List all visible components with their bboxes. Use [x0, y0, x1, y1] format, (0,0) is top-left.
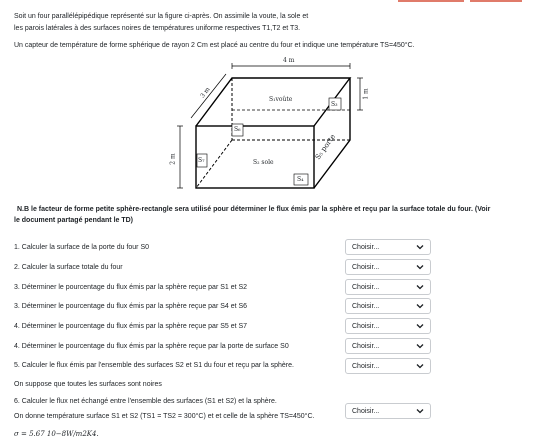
oven-diagram — [166, 54, 374, 196]
question-5: 4. Déterminer le pourcentage du flux émis par la sphère reçue par S5 et S7 — [14, 323, 248, 330]
chevron-down-icon — [415, 321, 425, 331]
chevron-down-icon — [415, 301, 425, 311]
figure-s1-label: S₁voûte — [269, 96, 293, 103]
intro-line-1: Soit un four parallélépipédique représenté sur la figure ci-après. On assimile la voute, la sole et — [14, 13, 309, 20]
chevron-down-icon — [415, 341, 425, 351]
chevron-down-icon — [415, 242, 425, 252]
select-value: Choisir... — [352, 407, 380, 415]
select-value: Choisir... — [352, 342, 380, 350]
figure-s5-label: S₅ porte — [313, 132, 337, 162]
question-3: 3. Déterminer le pourcentage du flux émis par la sphère reçue par S1 et S2 — [14, 284, 248, 291]
question-1: 1. Calculer la surface de la porte du four S0 — [14, 244, 150, 251]
figure-s3-label: S₃ — [331, 101, 338, 108]
chevron-down-icon — [415, 262, 425, 272]
select-value: Choisir... — [352, 283, 380, 291]
select-value: Choisir... — [352, 322, 380, 330]
answer-select-4[interactable] — [345, 298, 431, 314]
chevron-down-icon — [415, 361, 425, 371]
answer-select-2[interactable] — [345, 259, 431, 275]
answer-select-3[interactable] — [345, 279, 431, 295]
answer-select-8[interactable] — [345, 403, 431, 419]
select-value: Choisir... — [352, 302, 380, 310]
oven-figure — [166, 54, 374, 196]
question-4: 3. Déterminer le pourcentage du flux émis par la sphère reçue par S4 et S6 — [14, 303, 248, 310]
figure-width-label: 4 m — [283, 57, 295, 64]
figure-s6-label: S₆ — [234, 126, 241, 133]
select-value: Choisir... — [352, 243, 380, 251]
figure-s2-label: S₂ sole — [253, 159, 274, 166]
answer-select-5[interactable] — [345, 318, 431, 334]
note-line-2: le document partagé pendant le TD) — [14, 217, 134, 224]
top-accent-bar — [398, 0, 464, 2]
figure-depth-label: 3 m — [199, 86, 212, 100]
figure-height-label-left: 2 m — [169, 153, 177, 165]
select-value: Choisir... — [352, 263, 380, 271]
figure-s7-label: S₇ — [198, 157, 205, 164]
top-accent-bar-2 — [470, 0, 522, 2]
question-6: 4. Déterminer le pourcentage du flux émis par la sphère reçue par la porte de surface S0 — [14, 343, 289, 350]
figure-height-label-right: 1 m — [362, 88, 370, 100]
intro-line-2: les parois latérales à des surfaces noires de températures uniforme respectives T1,T2 et T3. — [14, 25, 301, 32]
select-value: Choisir... — [352, 362, 380, 370]
question-7: 5. Calculer le flux émis par l'ensemble des surfaces S2 et S1 du four et reçu par la sphère. — [14, 362, 294, 369]
answer-select-6[interactable] — [345, 338, 431, 354]
intro-line-3: Un capteur de température de forme sphérique de rayon 2 Cm est placé au centre du four et indique une température TS=450°C. — [14, 42, 415, 49]
assumption-text: On suppose que toutes les surfaces sont noires — [14, 381, 162, 388]
question-2: 2. Calculer la surface totale du four — [14, 264, 123, 271]
figure-s4-label: S₄ — [297, 176, 304, 183]
note-line-1: N.B le facteur de forme petite sphère-rectangle sera utilisé pour déterminer le flux émis par la sphère et reçu par la surface totale du four. (Voir — [17, 206, 491, 213]
answer-select-1[interactable] — [345, 239, 431, 255]
chevron-down-icon — [415, 282, 425, 292]
question-8: 6. Calculer le flux net échangé entre l'ensemble des surfaces (S1 et S2) et la sphère. — [14, 398, 277, 405]
answer-select-7[interactable] — [345, 358, 431, 374]
question-8-data: On donne température surface S1 et S2 (TS1 = TS2 = 300°C) et et celle de la sphère TS=450°C. — [14, 413, 315, 420]
sigma-constant: σ = 5.67 10−8W/m2K4. — [14, 430, 99, 438]
chevron-down-icon — [415, 406, 425, 416]
